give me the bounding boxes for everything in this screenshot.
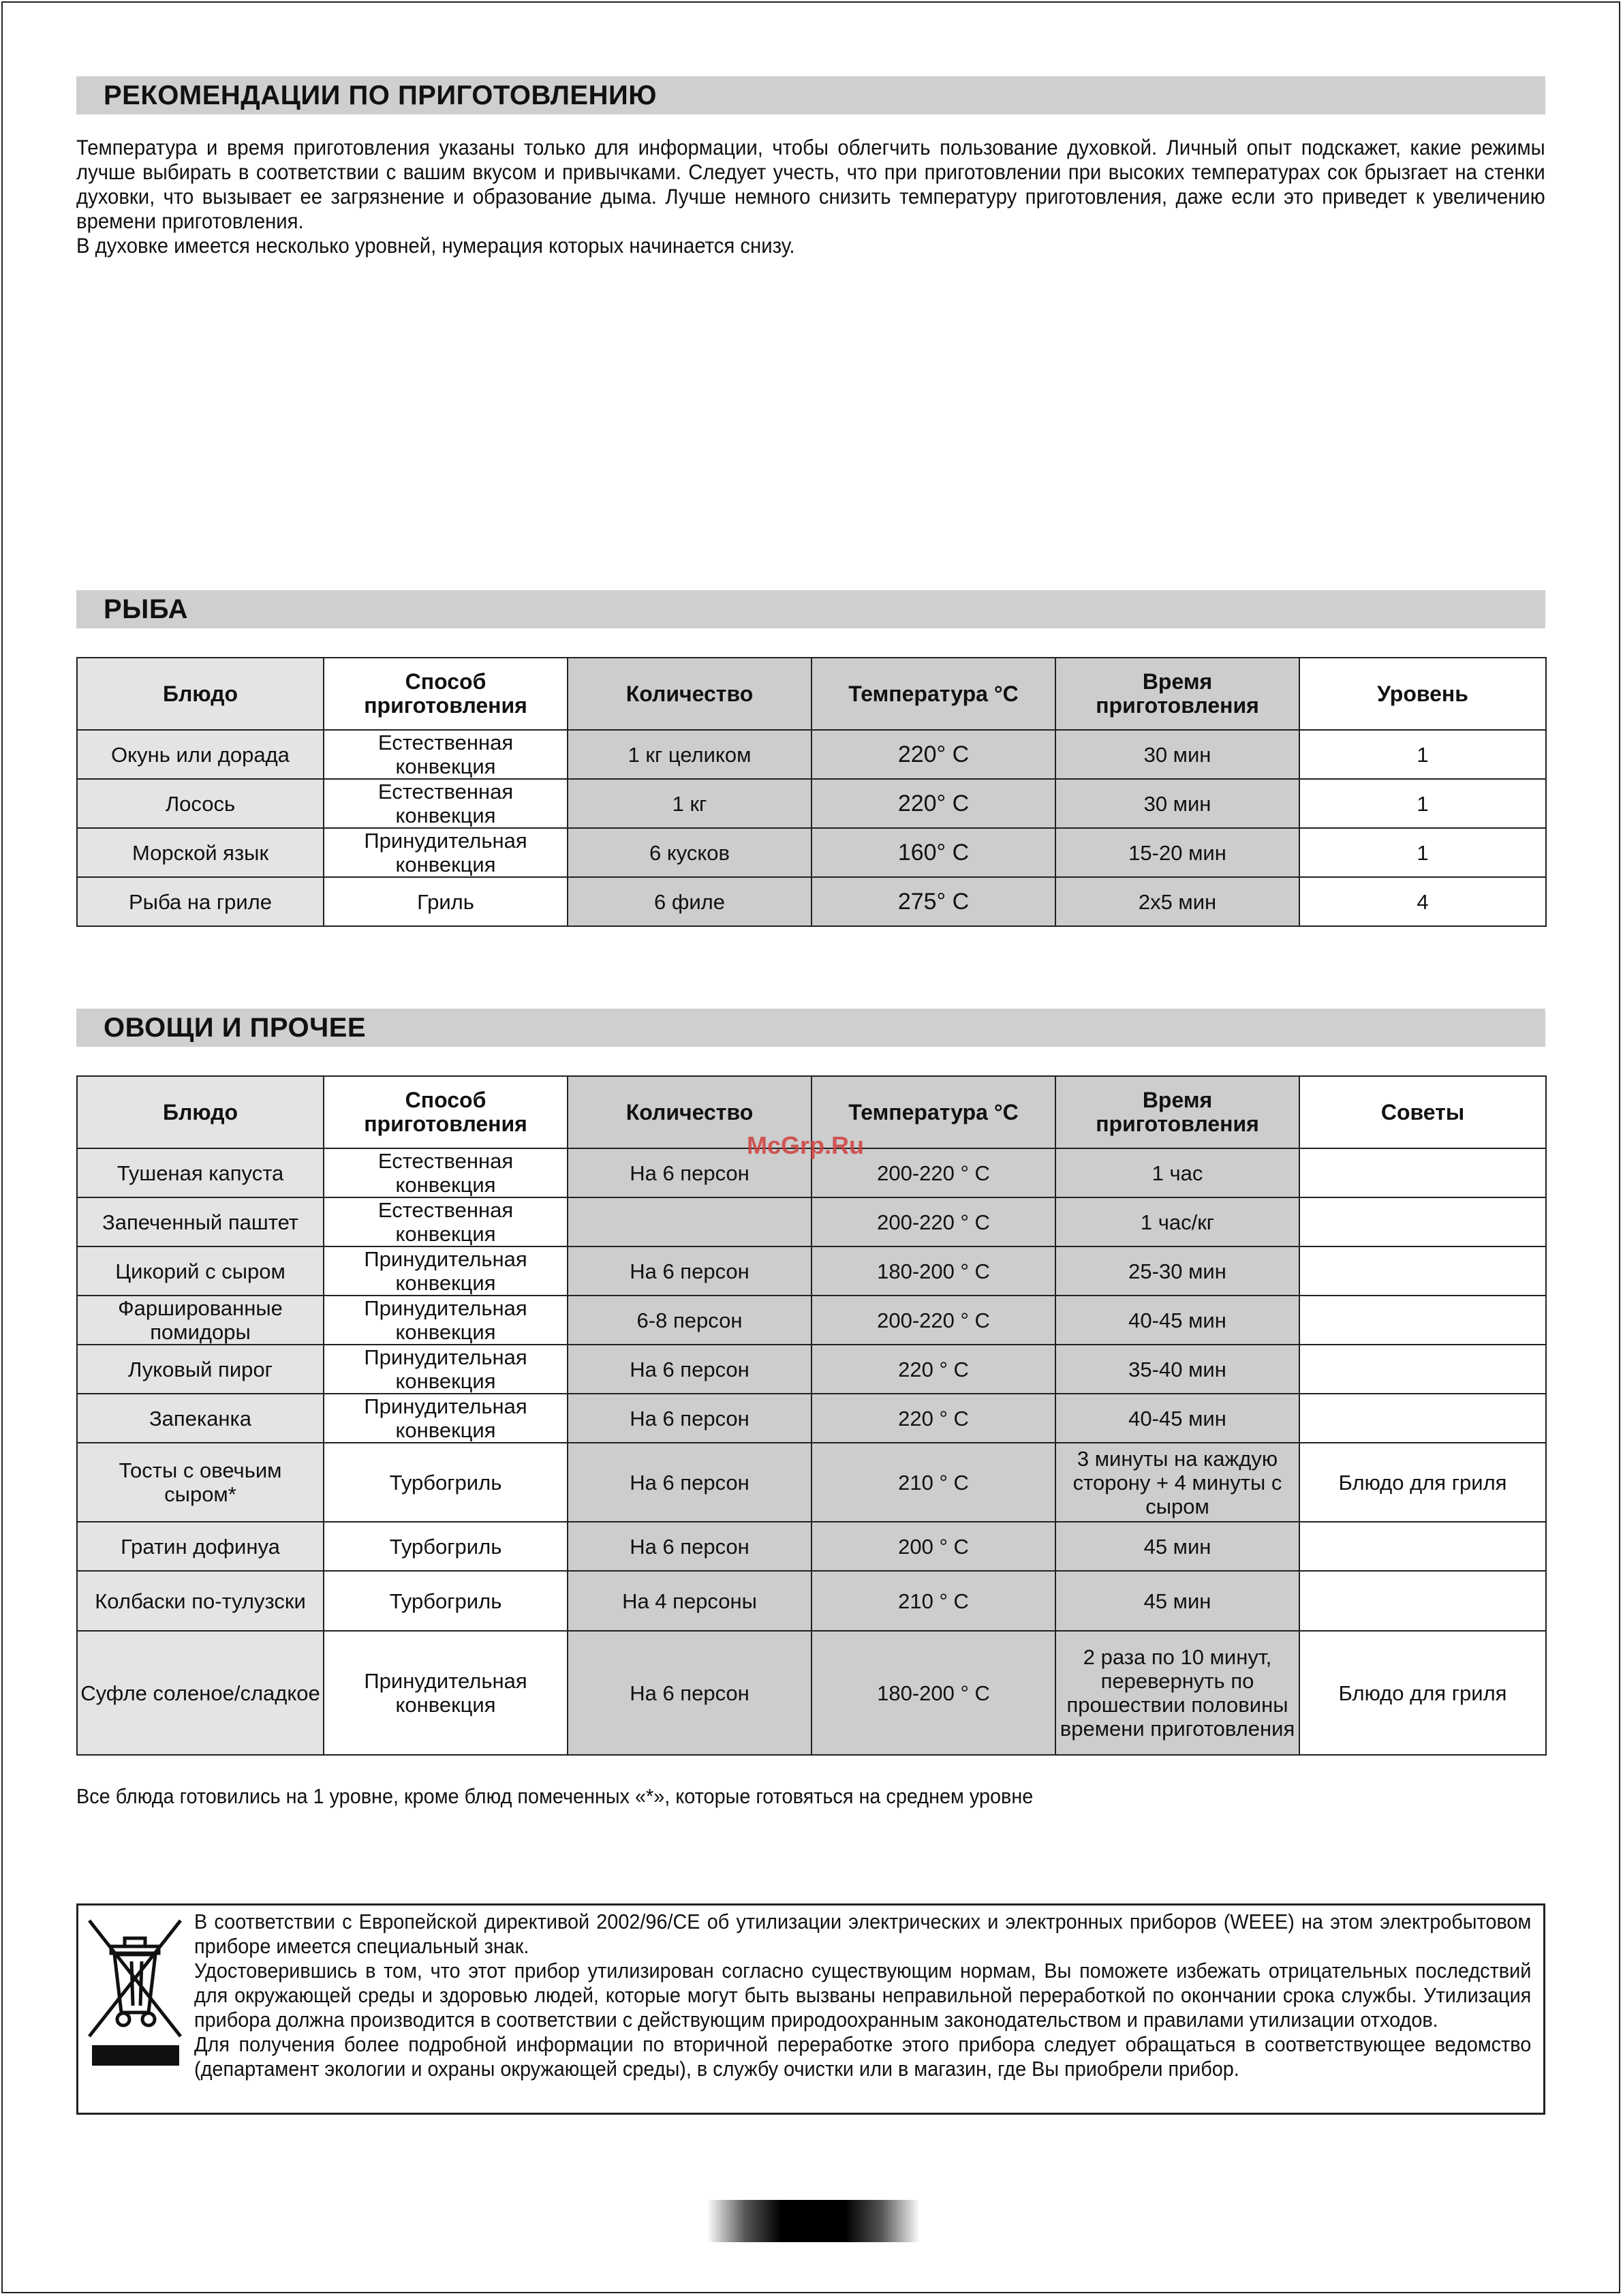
fish-cell-method: Принудительная конвекция [324,828,568,877]
veg-cell-dish: Запеченный паштет [77,1197,324,1246]
veg-cell-dish: Запеканка [77,1394,324,1443]
veg-cell-tips [1299,1522,1546,1571]
fish-cell-temperature: 220° С [812,779,1055,828]
weee-paragraph-1: В соответствии с Европейской директивой 2002/96/CE об утилизации электрических и электронных приборов (WEEE) на этом электробытовом приборе имеется специальный знак. [194,1910,1532,1958]
fish-table-row [77,779,1546,828]
veg-cell-temperature: 220 ° С [812,1394,1055,1443]
veg-header-quantity: Количество [568,1076,812,1148]
veg-cell-tips [1299,1345,1546,1394]
veg-cell-temperature: 210 ° С [812,1571,1055,1631]
veg-cell-quantity: На 4 персоны [568,1571,812,1631]
fish-table [76,657,1547,927]
fish-header-row [77,658,1546,730]
veg-cell-quantity: На 6 персон [568,1631,812,1755]
veg-cell-dish: Тосты с овечьим сыром* [77,1443,324,1522]
page-number-mark [707,2200,920,2242]
veg-cell-temperature: 220 ° С [812,1345,1055,1394]
veg-table-row [77,1631,1546,1755]
veg-header-tips: Советы [1299,1076,1546,1148]
veg-table-row [77,1345,1546,1394]
fish-header-level: Уровень [1299,658,1546,730]
veg-cell-dish: Луковый пирог [77,1345,324,1394]
fish-header-time: Время приготовления [1055,658,1299,730]
footnote: Все блюда готовились на 1 уровне, кроме блюд помеченных «*», которые готовяться на среднем уровне [76,1784,1034,1808]
veg-table-row [77,1394,1546,1443]
fish-cell-quantity: 6 филе [568,877,812,926]
veg-cell-temperature: 200-220 ° С [812,1296,1055,1345]
veg-cell-temperature: 180-200 ° С [812,1246,1055,1296]
fish-cell-time: 30 мин [1055,779,1299,828]
veg-cell-quantity [568,1197,812,1246]
veg-cell-quantity: На 6 персон [568,1443,812,1522]
veg-cell-quantity: На 6 персон [568,1345,812,1394]
veg-cell-tips [1299,1148,1546,1197]
veg-cell-tips [1299,1571,1546,1631]
watermark-text: McGrp.Ru [747,1131,865,1159]
fish-header-method: Способ приготовления [324,658,568,730]
fish-cell-method: Естественная конвекция [324,730,568,779]
veg-cell-time: 25-30 мин [1055,1246,1299,1296]
veg-table-row [77,1571,1546,1631]
fish-table-row [77,877,1546,926]
veg-cell-temperature: 200-220 ° С [812,1148,1055,1197]
veg-cell-time: 35-40 мин [1055,1345,1299,1394]
fish-header-quantity: Количество [568,658,812,730]
fish-cell-level: 1 [1299,730,1546,779]
weee-paragraph-2: Удостоверившись в том, что этот прибор утилизирован согласно существующим нормам, Вы поможете избежать отрицательных последствий для окружающей среды и здоровью людей, которые могут быть вызваны неправильной переработкой по окончании срока службы. Утилизация прибора должна производится в соответствии с действующим природоохранным законодательством и правилами утилизации отходов. [194,1959,1532,2032]
veg-cell-tips [1299,1246,1546,1296]
veg-cell-tips [1299,1197,1546,1246]
fish-cell-time: 2х5 мин [1055,877,1299,926]
veg-table-row [77,1522,1546,1571]
veg-cell-method: Принудительная конвекция [324,1394,568,1443]
fish-cell-dish: Морской язык [77,828,324,877]
veg-cell-quantity: На 6 персон [568,1246,812,1296]
fish-cell-level: 4 [1299,877,1546,926]
veg-table-row [77,1246,1546,1296]
veg-cell-method: Турбогриль [324,1522,568,1571]
fish-cell-method: Естественная конвекция [324,779,568,828]
veg-header-temperature: Температура °C [812,1076,1055,1148]
intro-paragraph-1: Температура и время приготовления указаны только для информации, чтобы облегчить пользование духовкой. Личный опыт подскажет, какие режимы лучше выбирать в соответствии с вашим вкусом и привычками. Следует учесть, что при приготовлении при высоких температурах сок брызгает на стенки духовки, что вызывает ее загрязнение и образование дыма. Лучше немного снизить температуру приготовления, даже если это приведет к увеличению времени приготовления. [76,135,1545,233]
weee-black-bar [92,2045,179,2066]
fish-cell-temperature: 160° С [812,828,1055,877]
intro-text [76,135,1545,258]
veg-cell-method: Принудительная конвекция [324,1296,568,1345]
veg-cell-temperature: 210 ° С [812,1443,1055,1522]
veg-cell-dish: Цикорий с сыром [77,1246,324,1296]
weee-notice-box [76,1903,1545,2115]
veg-cell-temperature: 180-200 ° С [812,1631,1055,1755]
veg-cell-temperature: 200-220 ° С [812,1197,1055,1246]
veg-cell-time: 40-45 мин [1055,1394,1299,1443]
intro-paragraph-2: В духовке имеется несколько уровней, нумерация которых начинается снизу. [76,233,795,258]
veg-cell-time: 1 час/кг [1055,1197,1299,1246]
veg-cell-tips: Блюдо для гриля [1299,1631,1546,1755]
veg-cell-method: Турбогриль [324,1571,568,1631]
veg-header-time: Время приготовления [1055,1076,1299,1148]
veg-cell-dish: Колбаски по-тулузски [77,1571,324,1631]
fish-table-row [77,730,1546,779]
fish-header-dish: Блюдо [77,658,324,730]
veg-header-dish: Блюдо [77,1076,324,1148]
weee-text [194,1910,1531,2081]
veg-cell-temperature: 200 ° С [812,1522,1055,1571]
fish-cell-quantity: 6 кусков [568,828,812,877]
veg-cell-dish: Фаршированные помидоры [77,1296,324,1345]
veg-cell-time: 1 час [1055,1148,1299,1197]
fish-header-temperature: Температура °C [812,658,1055,730]
veg-table-row [77,1296,1546,1345]
fish-cell-dish: Окунь или дорада [77,730,324,779]
veg-cell-time: 45 мин [1055,1571,1299,1631]
fish-cell-method: Гриль [324,877,568,926]
vegetables-table [76,1075,1547,1756]
veg-cell-time: 3 минуты на каждую сторону + 4 минуты с сыром [1055,1443,1299,1522]
fish-cell-temperature: 275° С [812,877,1055,926]
veg-cell-quantity: На 6 персон [568,1394,812,1443]
fish-cell-quantity: 1 кг [568,779,812,828]
veg-cell-quantity: На 6 персон [568,1148,812,1197]
veg-cell-tips: Блюдо для гриля [1299,1443,1546,1522]
veg-cell-method: Принудительная конвекция [324,1345,568,1394]
veg-header-method: Способ приготовления [324,1076,568,1148]
section-title-recommendations: РЕКОМЕНДАЦИИ ПО ПРИГОТОВЛЕНИЮ [76,76,1545,114]
veg-cell-method: Естественная конвекция [324,1197,568,1246]
weee-paragraph-3: Для получения более подробной информации по вторичной переработке этого прибора следует обращаться в соответствующее ведомство (департамент экологии и охраны окружающей среды), в службу очистки или в магазин, где Вы приобрели прибор. [194,2032,1532,2081]
fish-cell-time: 15-20 мин [1055,828,1299,877]
veg-cell-tips [1299,1296,1546,1345]
section-title-fish: РЫБА [76,590,1545,628]
veg-cell-time: 2 раза по 10 минут, перевернуть по прошествии половины времени приготовления [1055,1631,1299,1755]
fish-cell-temperature: 220° С [812,730,1055,779]
fish-cell-level: 1 [1299,828,1546,877]
veg-table-row [77,1443,1546,1522]
veg-cell-dish: Гратин дофинуа [77,1522,324,1571]
fish-cell-level: 1 [1299,779,1546,828]
fish-table-row [77,828,1546,877]
fish-cell-time: 30 мин [1055,730,1299,779]
veg-cell-dish: Суфле соленое/сладкое [77,1631,324,1755]
veg-cell-time: 40-45 мин [1055,1296,1299,1345]
veg-cell-method: Естественная конвекция [324,1148,568,1197]
fish-cell-dish: Лосось [77,779,324,828]
section-title-vegetables: ОВОЩИ И ПРОЧЕЕ [76,1009,1545,1047]
crossed-bin-icon [84,1914,186,2064]
veg-cell-quantity: На 6 персон [568,1522,812,1571]
fish-cell-dish: Рыба на гриле [77,877,324,926]
veg-cell-quantity: 6-8 персон [568,1296,812,1345]
veg-cell-method: Турбогриль [324,1443,568,1522]
veg-cell-tips [1299,1394,1546,1443]
veg-cell-method: Принудительная конвекция [324,1246,568,1296]
veg-cell-dish: Тушеная капуста [77,1148,324,1197]
veg-cell-method: Принудительная конвекция [324,1631,568,1755]
veg-table-row [77,1197,1546,1246]
veg-cell-time: 45 мин [1055,1522,1299,1571]
fish-cell-quantity: 1 кг целиком [568,730,812,779]
